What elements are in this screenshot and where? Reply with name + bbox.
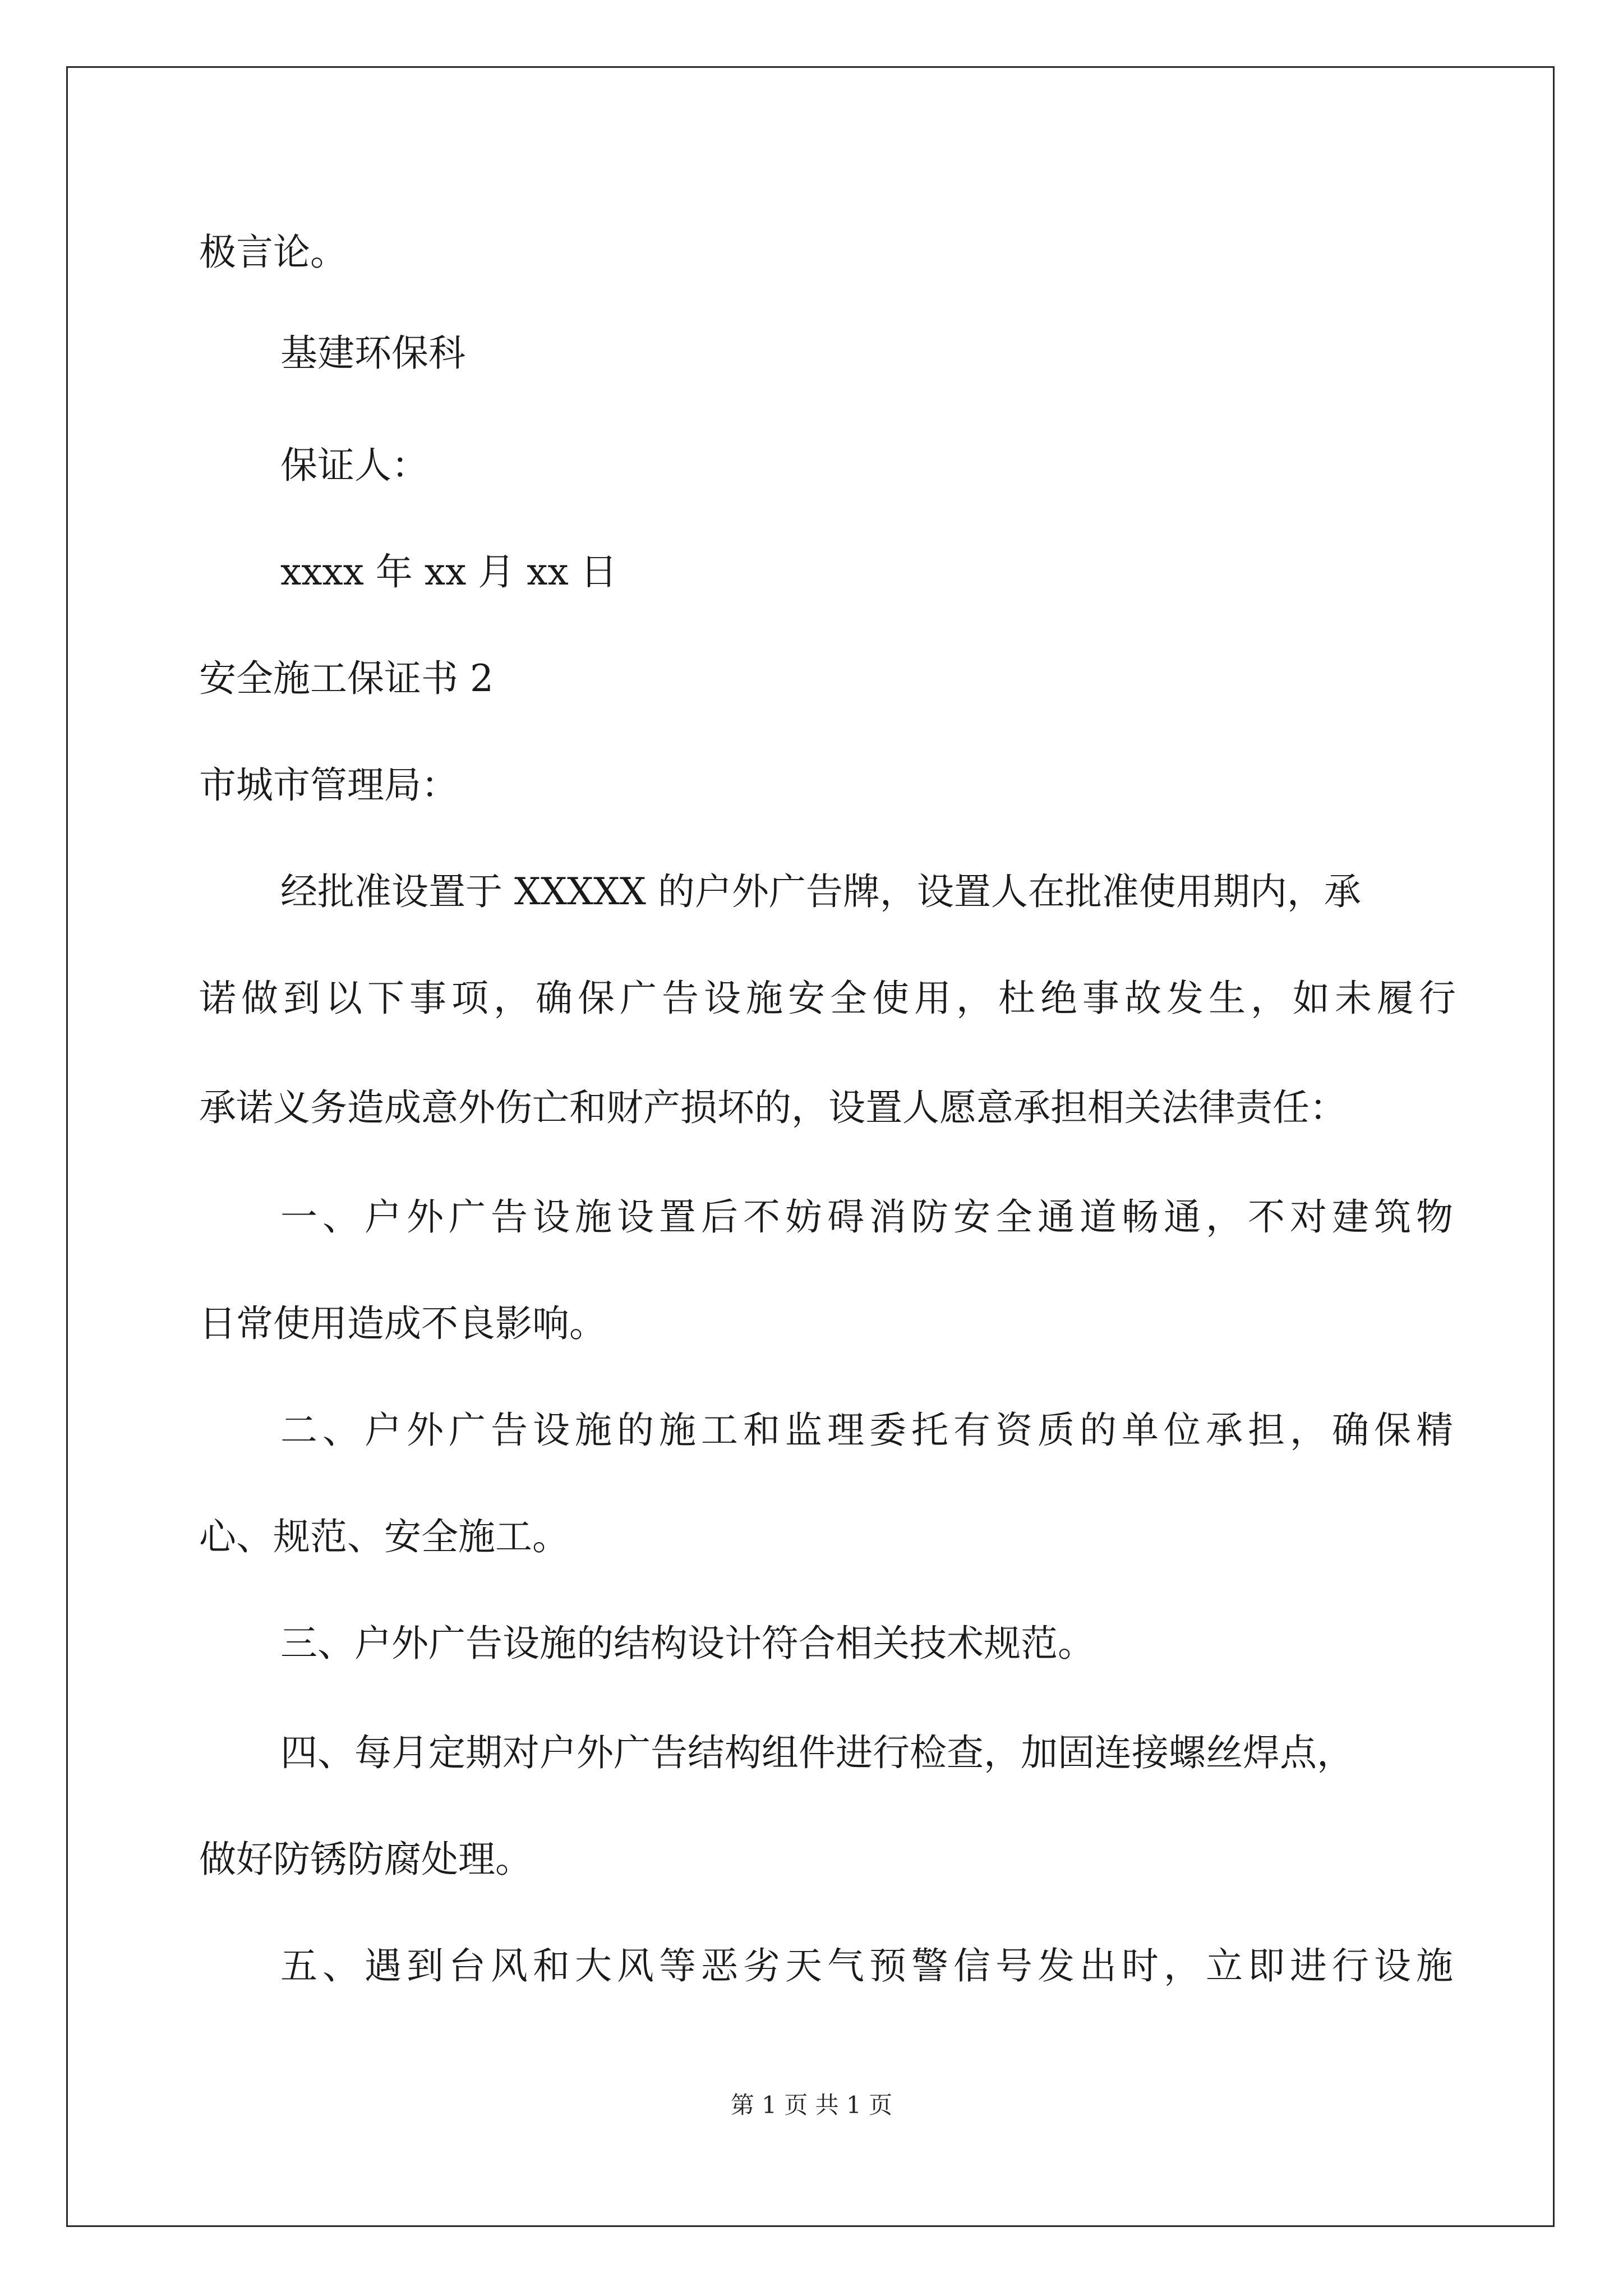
paragraph-line: 心、规范、安全施工。: [199, 1515, 569, 1558]
paragraph-line: 四、每月定期对户外广告结构组件进行检查，加固连接螺丝焊点，: [280, 1731, 1354, 1774]
paragraph-line: 诺做到以下事项，确保广告设施安全使用，杜绝事故发生，如未履行: [199, 977, 1461, 1020]
paragraph-line: 承诺义务造成意外伤亡和财产损坏的，设置人愿意承担相关法律责任：: [199, 1086, 1347, 1129]
paragraph-line: 做好防锈防腐处理。: [199, 1838, 532, 1881]
page-border: [66, 66, 1555, 2227]
date-line: xxxx 年 xx 月 xx 日: [280, 550, 617, 593]
paragraph-line: 二、户外广告设施的施工和监理委托有资质的单位承担，确保精: [280, 1409, 1458, 1452]
addressee-line: 市城市管理局：: [199, 763, 458, 807]
section-title: 安全施工保证书 2: [199, 657, 494, 700]
page-footer: 第 1 页 共 1 页: [730, 2091, 893, 2119]
guarantor-line: 保证人：: [280, 444, 428, 487]
department-line: 基建环保科: [280, 332, 465, 375]
paragraph-line: 一、户外广告设施设置后不妨碍消防安全通道畅通，不对建筑物: [280, 1195, 1458, 1239]
paragraph-line: 经批准设置于 XXXXX 的户外广告牌，设置人在批准使用期内，承: [280, 870, 1361, 913]
paragraph-line: 五、遇到台风和大风等恶劣天气预警信号发出时，立即进行设施: [280, 1944, 1458, 1987]
paragraph-line: 日常使用造成不良影响。: [199, 1302, 606, 1345]
text-line: 极言论。: [199, 231, 347, 274]
paragraph-line: 三、户外广告设施的结构设计符合相关技术规范。: [280, 1622, 1095, 1665]
